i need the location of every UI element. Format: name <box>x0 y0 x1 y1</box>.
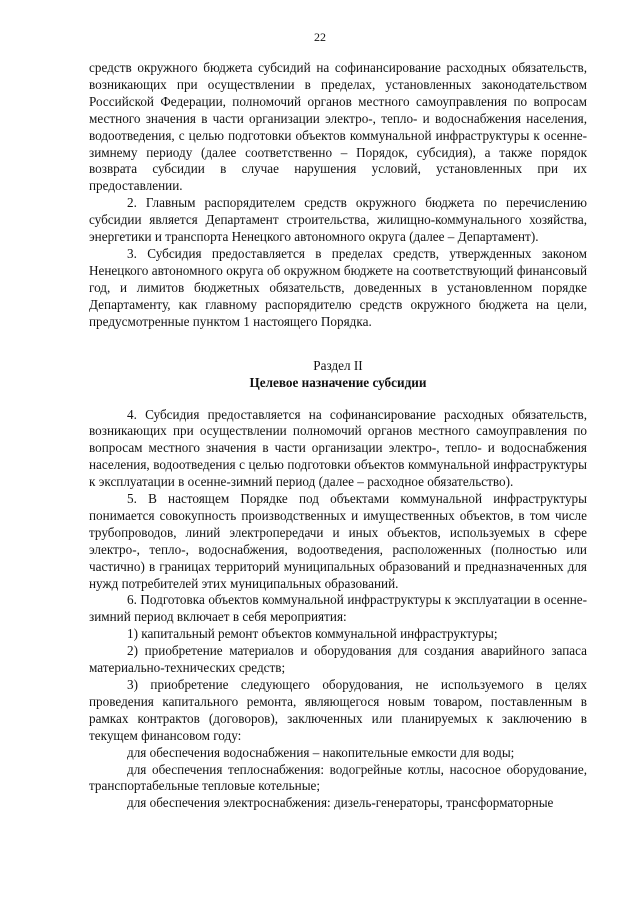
document-body <box>89 60 587 812</box>
list-item-3: 3) приобретение следующего оборудования, не используемого в целях проведения капитального ремонта, являющегося новым товаром, поставленным в рамках контрактов (договоров), заключенных или планируемых к заключению в текущем финансовом году: <box>89 677 587 743</box>
paragraph-1-continuation: средств окружного бюджета субсидий на софинансирование расходных обязательств, возникающих при осуществлении в пределах, установленных законодательством Российской Федерации, полномочий органов местного самоуправления по вопросам местного значения в части организации электро-, тепло- и водоснабжения населения, водоотведения, с целью подготовки объектов коммунальной инфраструктуры к осенне-зимнему периоду (далее соответственно – Порядок, субсидия), а также порядок возврата субсидии в случае нарушения условий, установленных при их предоставлении. <box>89 60 587 194</box>
sub-item-heat: для обеспечения теплоснабжения: водогрейные котлы, насосное оборудование, транспортабельные тепловые котельные; <box>89 761 587 794</box>
paragraph-6: 6. Подготовка объектов коммунальной инфраструктуры к эксплуатации в осенне-зимний период включает в себя мероприятия: <box>89 592 587 625</box>
section-title: Целевое назначение субсидии <box>249 374 427 390</box>
sub-item-electricity: для обеспечения электроснабжения: дизель-генераторы, трансформаторные <box>127 795 554 811</box>
page-number: 22 <box>314 30 326 44</box>
paragraph-5: 5. В настоящем Порядке под объектами коммунальной инфраструктуры понимается совокупность производственных и имущественных объектов, в том числе трубопроводов, линий электропередачи и иных объектов, используемых в сфере электро-, тепло-, водоснабжения, водоотведения, расположенных (полностью или частично) в границах территорий муниципальных образований и предназначенных для нужд потребителей этих муниципальных образований. <box>89 491 587 591</box>
paragraph-2: 2. Главным распорядителем средств окружного бюджета по перечислению субсидии является Департамент строительства, жилищно-коммунального хозяйства, энергетики и транспорта Ненецкого автономного округа (далее – Департамент). <box>89 195 587 245</box>
section-heading <box>89 357 587 391</box>
paragraph-4: 4. Субсидия предоставляется на софинансирование расходных обязательств, возникающих при осуществлении полномочий органов местного самоуправления по вопросам местного значения в части организации электро-, тепло- и водоснабжения населения, водоотведения с целью подготовки объектов коммунальной инфраструктуры к эксплуатации в осенне-зимний период (далее – расходное обязательство). <box>89 406 587 490</box>
section-label: Раздел II <box>313 357 363 373</box>
list-item-2: 2) приобретение материалов и оборудования для создания аварийного запаса материально-технических средств; <box>89 643 587 676</box>
paragraph-3: 3. Субсидия предоставляется в пределах средств, утвержденных законом Ненецкого автономного округа об окружном бюджете на соответствующий финансовый год, и лимитов бюджетных обязательств, доведенных в установленном порядке Департаменту, как главному распорядителю средств окружного бюджета на цели, предусмотренные пунктом 1 настоящего Порядка. <box>89 245 587 329</box>
list-item-1: 1) капитальный ремонт объектов коммунальной инфраструктуры; <box>127 626 498 642</box>
sub-item-water: для обеспечения водоснабжения – накопительные емкости для воды; <box>127 744 515 760</box>
